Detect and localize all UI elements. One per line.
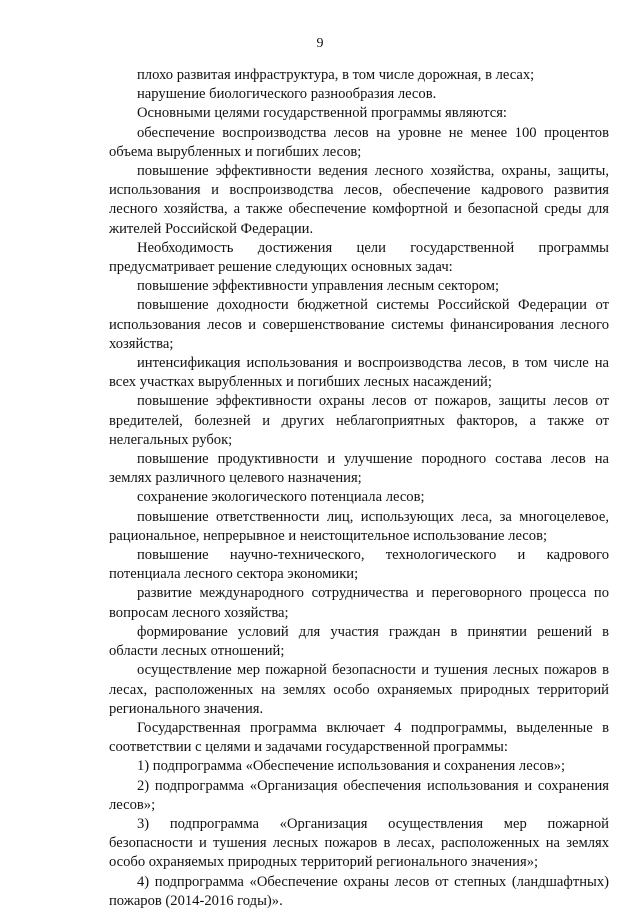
paragraph: Основными целями государственной программы являются:: [137, 105, 507, 122]
paragraph: Необходимость достижения цели государственной программы предусматривает решение следующих основных задач:: [109, 239, 609, 276]
document-body: [109, 66, 609, 911]
paragraph: повышение эффективности ведения лесного хозяйства, охраны, защиты, использования и воспроизводства лесов, обеспечение кадрового развития лесного хозяйства, а также обеспечение комфортной и безопасной среды для жителей Российской Федерации.: [109, 163, 609, 237]
paragraph: 3) подпрограмма «Организация осуществления мер пожарной безопасности и тушения лесных пожаров в лесах, расположенных на землях особо охраняемых природных территорий регионального значения»;: [109, 815, 609, 871]
paragraph: нарушение биологического разнообразия лесов.: [137, 86, 437, 103]
paragraph: повышение эффективности управления лесным сектором;: [137, 278, 500, 295]
paragraph: развитие международного сотрудничества и переговорного процесса по вопросам лесного хозяйства;: [109, 585, 609, 621]
paragraph: обеспечение воспроизводства лесов на уровне не менее 100 процентов объема вырубленных и погибших лесов;: [109, 124, 609, 160]
paragraph: повышение научно-технического, технологического и кадрового потенциала лесного сектора экономики;: [109, 547, 609, 583]
paragraph: 1) подпрограмма «Обеспечение использования и сохранения лесов»;: [137, 758, 566, 775]
paragraph: формирование условий для участия граждан в принятии решений в области лесных отношений;: [109, 623, 609, 660]
paragraph: 2) подпрограмма «Организация обеспечения использования и сохранения лесов»;: [109, 777, 609, 813]
paragraph: повышение доходности бюджетной системы Российской Федерации от использования лесов и совершенствование системы финансирования лесного хозяйства;: [109, 297, 609, 352]
paragraph: повышение продуктивности и улучшение породного состава лесов на землях различного целевого назначения;: [109, 451, 609, 487]
paragraph: повышение ответственности лиц, использующих леса, за многоцелевое, рациональное, непрерывное и неистощительное использование лесов;: [109, 508, 609, 544]
paragraph: повышение эффективности охраны лесов от пожаров, защиты лесов от вредителей, болезней и других неблагоприятных факторов, а также от нелегальных рубок;: [109, 393, 609, 448]
paragraph: осуществление мер пожарной безопасности и тушения лесных пожаров в лесах, расположенных на землях особо охраняемых природных территорий регионального значения.: [109, 662, 609, 717]
paragraph: сохранение экологического потенциала лесов;: [137, 489, 425, 506]
paragraph: Государственная программа включает 4 подпрограммы, выделенные в соответствии с целями и задачами государственной программы:: [109, 719, 609, 756]
paragraph: плохо развитая инфраструктура, в том числе дорожная, в лесах;: [137, 67, 535, 83]
page-number: 9: [316, 36, 324, 51]
paragraph: 4) подпрограмма «Обеспечение охраны лесов от степных (ландшафтных) пожаров (2014-2016 годы)».: [109, 873, 609, 909]
paragraph: интенсификация использования и воспроизводства лесов, в том числе на всех участках вырубленных и погибших лесных насаждений;: [109, 355, 609, 391]
